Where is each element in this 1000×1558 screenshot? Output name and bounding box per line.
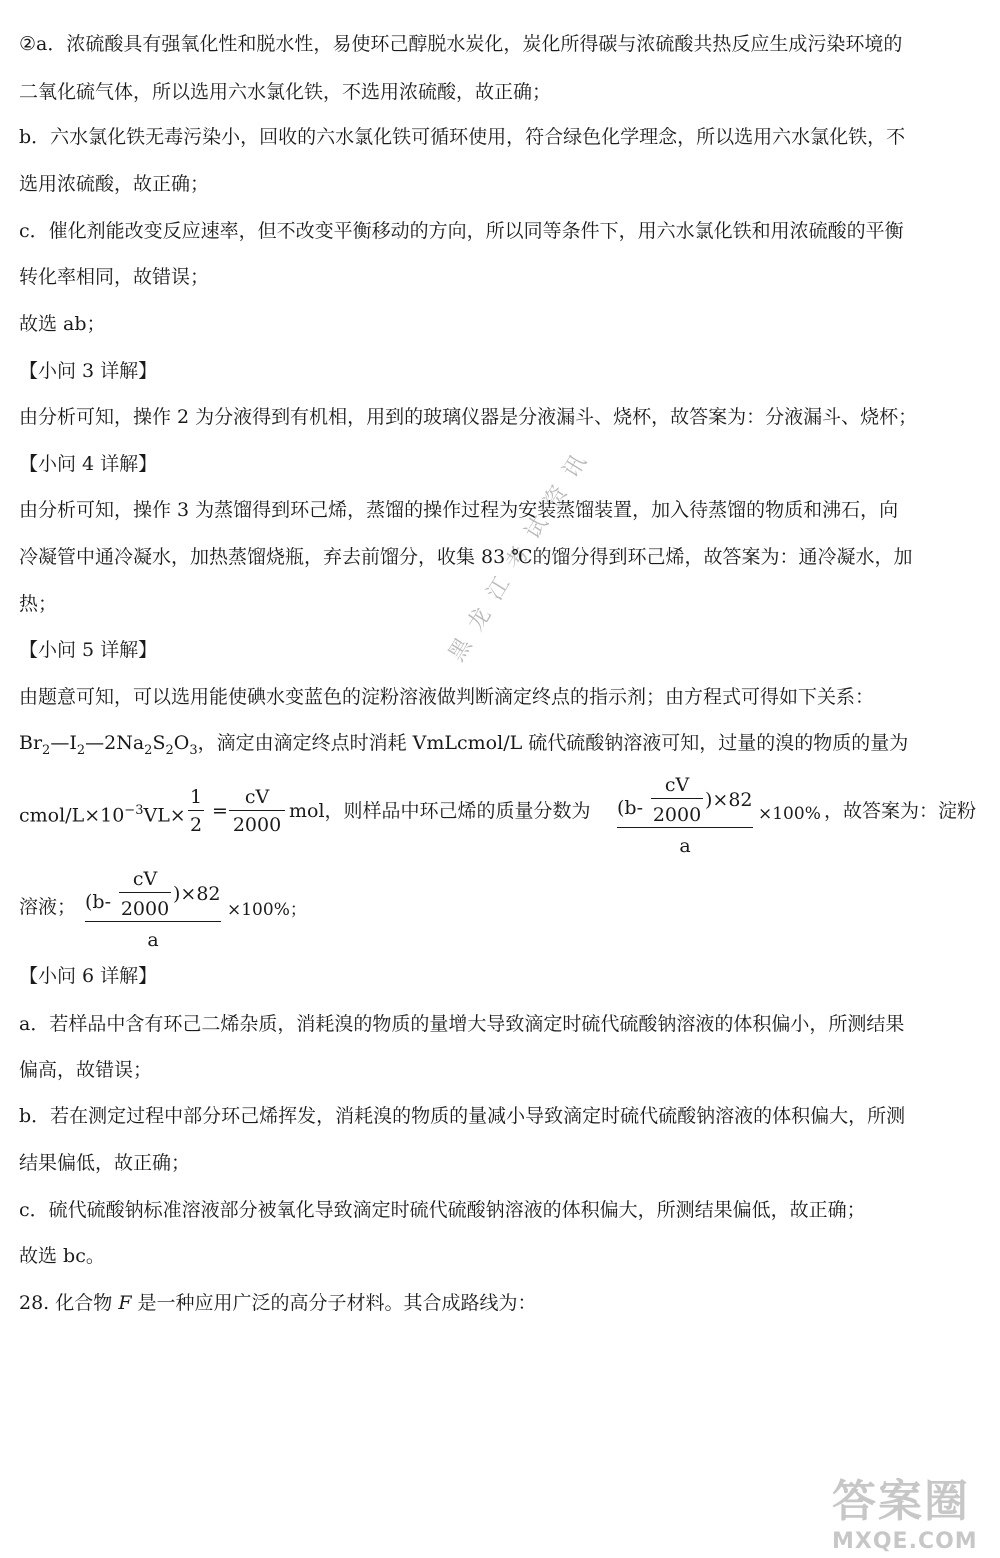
fraction-half: 1 2 [189, 786, 203, 836]
formula-line: $Br_2—I_2—2Na_2S_2O_3$，滴定由滴定终点时消耗 VmLcmol/L 硫代硫酸钠溶液可知，过量的溴的物质的量为 [19, 732, 909, 758]
text-line: 由分析可知，操作 3 为蒸馏得到环己烯，蒸馏的操作过程为安装蒸馏装置，加入待蒸馏的物质和沸石，向 [19, 499, 899, 521]
text-line: 偏高，故错误； [19, 1059, 153, 1081]
section-heading: 【小问 3 详解】 [19, 360, 158, 382]
section-heading: 【小问 6 详解】 [19, 965, 158, 987]
percent-suffix: ×100%； [227, 900, 307, 920]
text-line: 转化率相同，故错误； [19, 266, 210, 288]
text-line: c．硫代硫酸钠标准溶液部分被氧化导致滴定时硫代硫酸钠溶液的体积偏大，所测结果偏低，故正确； [19, 1199, 866, 1221]
text-line: 故选 ab； [19, 313, 106, 335]
text-line: 故选 bc。 [19, 1245, 105, 1267]
document-page: ②a．浓硫酸具有强氧化性和脱水性，易使环己醇脱水炭化，炭化所得碳与浓硫酸共热反应生成污染环境的 二氧化硫气体，所以选用六水氯化铁，不选用浓硫酸，故正确； b．六水氯化铁无毒污染小，回收的六水氯化铁可循环使用，符合绿色化学理念，所以选用六水氯化铁，不 选用浓硫酸，故正确； c．催化剂能改变反应速率，但不改变平衡移动的方向，所以同等条件下，用六水氯化铁和用浓硫酸的平衡 转化率相同，故错误； 故选 ab； 【小问 3 详解】 由分析可知，操作 2 为分液得到有机相，用到的玻璃仪器是分液漏斗、烧杯，故答案为：分液漏斗、烧杯； 【小问 4 详解】 由分析可知，操作 3 为蒸馏得到环己烯，蒸馏的操作过程为安装蒸馏装置，加入待蒸馏的物质和沸石，向 冷凝管中通冷凝水，加热蒸馏烧瓶，弃去前馏分，收集 83 ℃的馏分得到环己烯，故答案为：通冷凝水，加 热； 【小问 5 详解】 由题意可知，可以选用能使碘水变蓝色的淀粉溶液做判断滴定终点的指示剂；由方程式可得如下关系： $Br_2—I_2—2Na_2S_2O_3$，滴定由滴定终点时消耗 VmLcmol/L 硫代硫酸钠溶液可知，过量的溴的物质的量为 cmol/$L\times 10^{-3}VL\times$ 1 2 = cV 2000 mol，则样品中环己烯的质量分数为 (b- cV 2000 )×82 a ×100% ，故答案为：淀粉 溶液； (b- cV 2000 )×82 a ×100%； 【小问 6 详解】 a．若样品中含有环己二烯杂质，消耗溴的物质的量增大导致滴定时硫代硫酸钠溶液的体积偏小，所测结果 偏高，故错误； b．若在测定过程中部分环己烯挥发，消耗溴的物质的量减小导致滴定时硫代硫酸钠溶液的体积偏大，所测 结果偏低，故正确； c．硫代硫酸钠标准溶液部分被氧化导致滴定时硫代硫酸钠溶液的体积偏大，所测结果偏低，故正确； 故选 bc。 28. 化合物 F 是一种应用广泛的高分子材料。其合成路线为： 黑龙江考试资讯 答案圈 MXQE.COM [0, 0, 1000, 1558]
text-line: c．催化剂能改变反应速率，但不改变平衡移动的方向，所以同等条件下，用六水氯化铁和用浓硫酸的平衡 [19, 220, 904, 242]
calc-text-d: ，故答案为：淀粉 [824, 800, 977, 822]
text-line: 由题意可知，可以选用能使碘水变蓝色的淀粉溶液做判断滴定终点的指示剂；由方程式可得如下关系： [19, 686, 875, 708]
text-line: 二氧化硫气体，所以选用六水氯化铁，不选用浓硫酸，故正确； [19, 81, 552, 103]
calc-text-c: mol，则样品中环己烯的质量分数为 [289, 800, 591, 822]
text-line: a．若样品中含有环己二烯杂质，消耗溴的物质的量增大导致滴定时硫代硫酸钠溶液的体积偏小，所测结果 [19, 1013, 905, 1035]
brand-logo: 答案圈 MXQE.COM [832, 1476, 978, 1554]
formula-br: Br [19, 732, 43, 754]
calc-text-a: cmol/$L\times 10^{-3}VL\times$ [19, 803, 186, 827]
text-line: ②a．浓硫酸具有强氧化性和脱水性，易使环己醇脱水炭化，炭化所得碳与浓硫酸共热反应生成污染环境的 [19, 33, 903, 55]
section-heading: 【小问 4 详解】 [19, 453, 158, 475]
text-line: b．若在测定过程中部分环己烯挥发，消耗溴的物质的量减小导致滴定时硫代硫酸钠溶液的体积偏大，所测 [19, 1105, 906, 1127]
text-line: 热； [19, 593, 58, 615]
text-line: 由分析可知，操作 2 为分液得到有机相，用到的玻璃仪器是分液漏斗、烧杯，故答案为：分液漏斗、烧杯； [19, 406, 918, 428]
compound-f: F [118, 1292, 132, 1314]
text-line: 结果偏低，故正确； [19, 1152, 191, 1174]
section-heading: 【小问 5 详解】 [19, 639, 158, 661]
equals-sign: = [212, 800, 228, 822]
text-line: 冷凝管中通冷凝水，加热蒸馏烧瓶，弃去前馏分，收集 83 ℃的馏分得到环己烯，故答案为：通冷凝水，加 [19, 546, 913, 568]
question-28: 28. 化合物 F 是一种应用广泛的高分子材料。其合成路线为： [19, 1292, 537, 1314]
watermark-text: 黑龙江考试资讯 [444, 438, 599, 666]
text-line: 选用浓硫酸，故正确； [19, 173, 210, 195]
fraction-cv: cV 2000 [229, 786, 285, 836]
text-line: b．六水氯化铁无毒污染小，回收的六水氯化铁可循环使用，符合绿色化学理念，所以选用六水氯化铁，不 [19, 126, 906, 148]
percent-suffix: ×100% [758, 804, 821, 824]
answer-prefix: 溶液； [19, 896, 77, 918]
